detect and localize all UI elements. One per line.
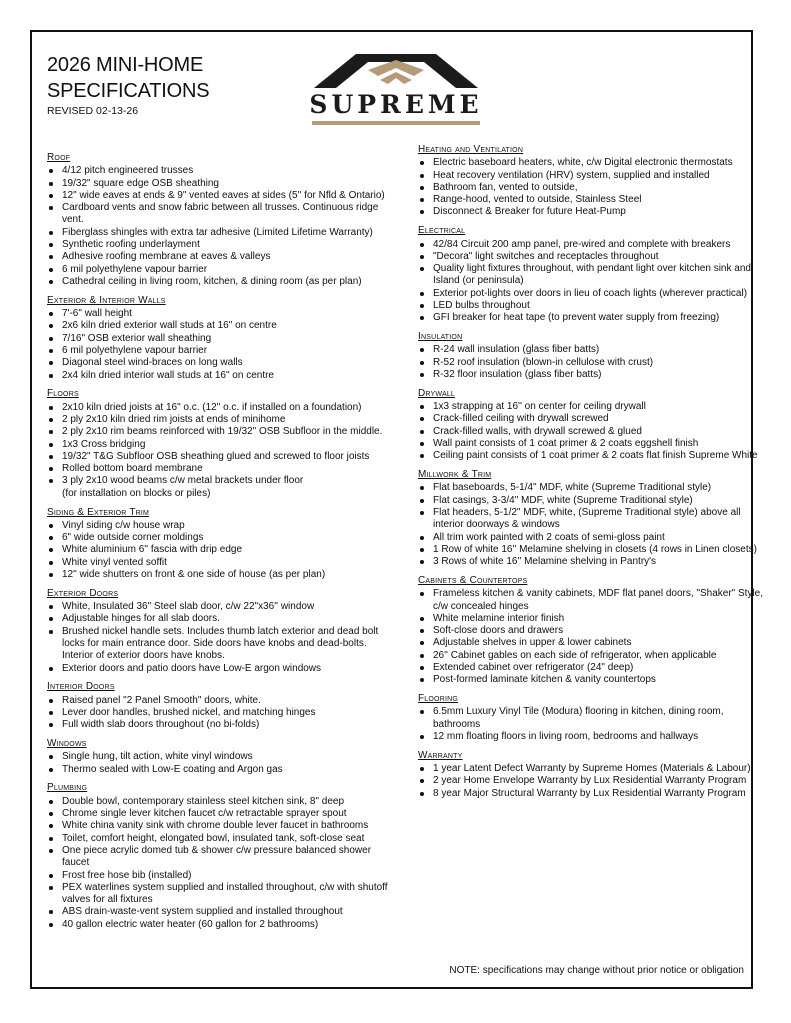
list-item: White aluminium 6'' fascia with drip edge <box>47 544 392 556</box>
list-item: Thermo sealed with Low-E coating and Argon gas <box>47 764 392 776</box>
section-plumbing <box>47 782 392 931</box>
list-item: Ceiling paint consists of 1 coat primer & 2 coats flat finish Supreme White <box>418 450 763 462</box>
warranty-list <box>418 763 763 800</box>
list-item: Vinyl siding c/w house wrap <box>47 520 392 532</box>
list-item: 1x3 strapping at 16'' on center for ceiling drywall <box>418 401 763 413</box>
list-item: Heat recovery ventilation (HRV) system, supplied and installed <box>418 170 763 182</box>
list-item: Fiberglass shingles with extra tar adhesive (Limited Lifetime Warranty) <box>47 227 392 239</box>
section-heading: Heating and Ventilation <box>418 144 524 155</box>
section-siding <box>47 507 392 582</box>
section-warranty <box>418 750 763 800</box>
list-item: Exterior doors and patio doors have Low-E argon windows <box>47 663 392 675</box>
list-item: 19/32" square edge OSB sheathing <box>47 178 392 190</box>
insulation-list <box>418 344 763 381</box>
walls-list <box>47 308 392 382</box>
list-item: 4/12 pitch engineered trusses <box>47 165 392 177</box>
section-millwork <box>418 469 763 568</box>
roof-logo-icon <box>306 50 486 90</box>
list-item: Disconnect & Breaker for future Heat-Pump <box>418 206 763 218</box>
list-item: One piece acrylic domed tub & shower c/w pressure balanced shower faucet <box>47 845 392 870</box>
list-item: 1x3 Cross bridging <box>47 439 392 451</box>
footer-note: NOTE: specifications may change without prior notice or obligation <box>449 965 744 976</box>
list-item: Cathedral ceiling in living room, kitchen, & dining room (as per plan) <box>47 276 392 288</box>
list-item: Flat baseboards, 5-1/4" MDF, white (Supreme Traditional style) <box>418 482 763 494</box>
section-heading: Drywall <box>418 387 456 399</box>
list-item: Wall paint consists of 1 coat primer & 2 coats eggshell finish <box>418 438 763 450</box>
list-item: Toilet, comfort height, elongated bowl, insulated tank, soft-close seat <box>47 833 392 845</box>
list-item: 7/16" OSB exterior wall sheathing <box>47 333 392 345</box>
list-item: R-52 roof insulation (blown-in cellulose with crust) <box>418 357 763 369</box>
list-item: Lever door handles, brushed nickel, and matching hinges <box>47 707 392 719</box>
section-heading: Plumbing <box>47 782 88 794</box>
list-item: Raised panel "2 Panel Smooth" doors, white. <box>47 695 392 707</box>
drywall-list <box>418 401 763 462</box>
list-item: R-24 wall insulation (glass fiber batts) <box>418 344 763 356</box>
list-item: Diagonal steel wind-braces on long walls <box>47 357 392 369</box>
section-heading: Roof <box>47 152 71 163</box>
section-heading: Insulation <box>418 331 463 343</box>
title-line-2: SPECIFICATIONS <box>47 80 210 102</box>
list-item: Double bowl, contemporary stainless steel kitchen sink, 8" deep <box>47 796 392 808</box>
list-item-note: (for installation on blocks or piles) <box>62 487 211 499</box>
list-item: Rolled bottom board membrane <box>47 463 392 475</box>
list-item: Chrome single lever kitchen faucet c/w retractable sprayer spout <box>47 808 392 820</box>
section-heading: Windows <box>47 738 87 750</box>
section-heating <box>418 144 763 219</box>
list-item: Single hung, tilt action, white vinyl windows <box>47 751 392 763</box>
section-heading: Siding & Exterior Trim <box>47 506 150 518</box>
section-exterior-doors <box>47 588 392 675</box>
title-line-1: 2026 MINI-HOME <box>47 54 204 76</box>
list-item: R-32 floor insulation (glass fiber batts) <box>418 369 763 381</box>
list-item: LED bulbs throughout <box>418 300 763 312</box>
floors-list <box>47 402 392 500</box>
list-item: "Decora" light switches and receptacles throughout <box>418 251 763 263</box>
list-item: 7'-6" wall height <box>47 308 392 320</box>
list-item: Crack-filled walls, with drywall screwed & glued <box>418 426 763 438</box>
list-item: 19/32" T&G Subfloor OSB sheathing glued and screwed to floor joists <box>47 451 392 463</box>
list-item: 26'' Cabinet gables on each side of refrigerator, when applicable <box>418 650 763 662</box>
millwork-list <box>418 482 763 568</box>
section-roof <box>47 152 392 288</box>
list-item: 6.5mm Luxury Vinyl Tile (Modura) flooring in kitchen, dining room, bathrooms <box>418 706 763 731</box>
list-item: 3 Rows of white 16'' Melamine shelving in Pantry's <box>418 556 763 568</box>
section-heading: Flooring <box>418 693 458 705</box>
roof-list <box>47 165 392 288</box>
heating-list <box>418 157 763 218</box>
revision-date: REVISED 02-13-26 <box>47 105 139 117</box>
section-cabinets <box>418 575 763 687</box>
list-item: Electric baseboard heaters, white, c/w Digital electronic thermostats <box>418 157 763 169</box>
list-item: Adjustable shelves in upper & lower cabinets <box>418 637 763 649</box>
list-item: Cardboard vents and snow fabric between all trusses. Continuous ridge vent. <box>47 202 392 227</box>
left-column <box>47 152 392 938</box>
list-item: 2x10 kiln dried joists at 16" o.c. (12" o.c. if installed on a foundation) <box>47 402 392 414</box>
section-heading: Warranty <box>418 749 463 761</box>
supreme-logo <box>306 50 486 128</box>
logo-underline <box>312 121 480 125</box>
section-insulation <box>418 331 763 381</box>
exterior-doors-list <box>47 601 392 675</box>
section-heading: Exterior & Interior Walls <box>47 294 166 306</box>
flooring-list <box>418 706 763 743</box>
list-item: Post-formed laminate kitchen & vanity countertops <box>418 674 763 686</box>
list-item: Flat headers, 5-1/2" MDF, white, (Supreme Traditional style) above all interior doorways & windows <box>418 507 763 532</box>
page-title <box>47 52 209 104</box>
list-item: 3 ply 2x10 wood beams c/w metal brackets under floor <box>47 475 392 487</box>
list-item: Extended cabinet over refrigerator (24" deep) <box>418 662 763 674</box>
logo-wordmark: SUPREME <box>309 90 483 119</box>
list-item: Frameless kitchen & vanity cabinets, MDF flat panel doors, "Shaker" Style, c/w concealed hinges <box>418 588 763 613</box>
list-item: Quality light fixtures throughout, with pendant light over kitchen sink and Island (or peninsula) <box>418 263 763 288</box>
list-item: Bathroom fan, vented to outside, <box>418 182 763 194</box>
list-item: 42/84 Circuit 200 amp panel, pre-wired and complete with breakers <box>418 239 763 251</box>
list-item: 40 gallon electric water heater (60 gallon for 2 bathrooms) <box>47 919 392 931</box>
section-heading: Interior Doors <box>47 681 115 693</box>
section-heading: Electrical <box>418 225 466 237</box>
list-item: Exterior pot-lights over doors in lieu of coach lights (wherever practical) <box>418 288 763 300</box>
list-item: Brushed nickel handle sets. Includes thumb latch exterior and dead bolt locks for main entrance door. Side doors have knobs and dead-bolts. Interior of exterior doors have knobs. <box>47 626 392 663</box>
section-heading: Exterior Doors <box>47 587 119 599</box>
plumbing-list <box>47 796 392 931</box>
section-drywall <box>418 388 763 463</box>
list-item: Range-hood, vented to outside, Stainless Steel <box>418 194 763 206</box>
list-item: 12 mm floating floors in living room, bedrooms and hallways <box>418 731 763 743</box>
list-item: White china vanity sink with chrome double lever faucet in bathrooms <box>47 820 392 832</box>
list-item: Adjustable hinges for all slab doors. <box>47 613 392 625</box>
list-item: 6 mil polyethylene vapour barrier <box>47 345 392 357</box>
siding-list <box>47 520 392 581</box>
section-windows <box>47 738 392 776</box>
list-item: 12" wide eaves at ends & 9" vented eaves at sides (5'' for Nfld & Ontario) <box>47 190 392 202</box>
list-item: ABS drain-waste-vent system supplied and installed throughout <box>47 906 392 918</box>
list-item: 2 year Home Envelope Warranty by Lux Residential Warranty Program <box>418 775 763 787</box>
list-item: Crack-filled ceiling with drywall screwed <box>418 413 763 425</box>
section-heading: Floors <box>47 388 79 400</box>
list-item: White melamine interior finish <box>418 613 763 625</box>
section-interior-doors <box>47 681 392 731</box>
list-item: White vinyl vented soffit <box>47 557 392 569</box>
list-item: 2x6 kiln dried exterior wall studs at 16" on centre <box>47 320 392 332</box>
list-item: 2 ply 2x10 kiln dried rim joists at ends of minihome <box>47 414 392 426</box>
section-walls <box>47 295 392 382</box>
section-heading: Millwork & Trim <box>418 469 492 481</box>
list-item: Frost free hose bib (installed) <box>47 870 392 882</box>
interior-doors-list <box>47 695 392 732</box>
list-item: 1 year Latent Defect Warranty by Supreme Homes (Materials & Labour) <box>418 763 763 775</box>
list-item: 1 Row of white 16'' Melamine shelving in closets (4 rows in Linen closets) <box>418 544 763 556</box>
list-item: All trim work painted with 2 coats of semi-gloss paint <box>418 532 763 544</box>
windows-list <box>47 751 392 776</box>
section-heading: Cabinets & Countertops <box>418 575 528 586</box>
list-item: 6 mil polyethylene vapour barrier <box>47 264 392 276</box>
list-item: Full width slab doors throughout (no bi-folds) <box>47 719 392 731</box>
section-floors <box>47 388 392 500</box>
list-item: White, Insulated 36" Steel slab door, c/w 22"x36'' window <box>47 601 392 613</box>
list-item: PEX waterlines system supplied and installed throughout, c/w with shutoff valves for all fixtures <box>47 882 392 907</box>
electrical-list <box>418 239 763 325</box>
list-item: 8 year Major Structural Warranty by Lux Residential Warranty Program <box>418 788 763 800</box>
list-item: 2 ply 2x10 rim beams reinforced with 19/32" OSB Subfloor in the middle. <box>47 426 392 438</box>
list-item: GFI breaker for heat tape (to prevent water supply from freezing) <box>418 312 763 324</box>
list-item: 2x4 kiln dried interior wall studs at 16" on centre <box>47 370 392 382</box>
list-item: Flat casings, 3-3/4" MDF, white (Supreme Traditional style) <box>418 495 763 507</box>
list-item: Soft-close doors and drawers <box>418 625 763 637</box>
list-item: Adhesive roofing membrane at eaves & valleys <box>47 251 392 263</box>
list-item: 12" wide shutters on front & one side of house (as per plan) <box>47 569 392 581</box>
section-electrical <box>418 225 763 324</box>
list-item: Synthetic roofing underlayment <box>47 239 392 251</box>
cabinets-list <box>418 588 763 686</box>
section-flooring <box>418 693 763 743</box>
list-item: 6" wide outside corner moldings <box>47 532 392 544</box>
right-column <box>418 144 763 807</box>
